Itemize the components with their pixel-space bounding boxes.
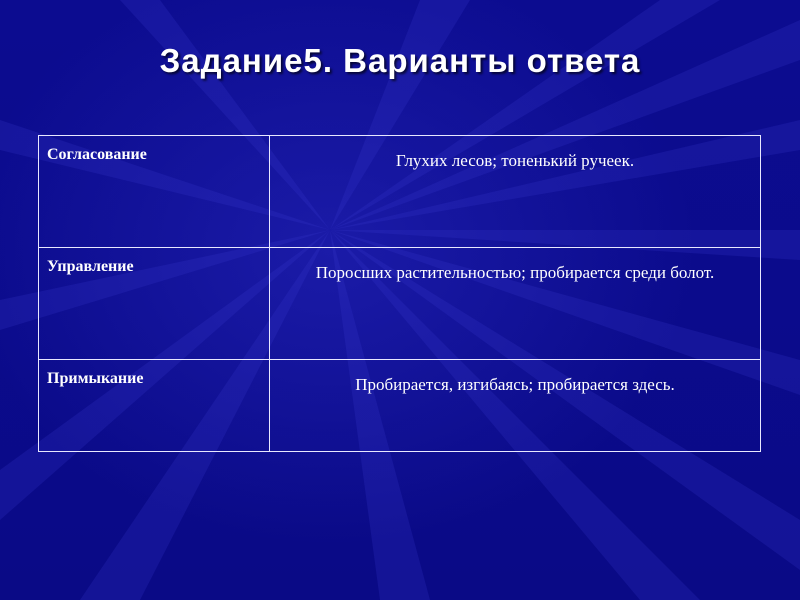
example-cell-adjunction: Пробирается, изгибаясь; пробирается здесь. <box>270 360 761 452</box>
slide-title: Задание5. Варианты ответа <box>159 42 641 79</box>
term-cell-government: Управление <box>39 248 270 360</box>
example-cell-agreement: Глухих лесов; тоненький ручеек. <box>270 136 761 248</box>
table-row <box>39 248 761 360</box>
answers-table <box>38 135 761 452</box>
table-row <box>39 360 761 452</box>
term-cell-adjunction: Примыкание <box>39 360 270 452</box>
table-row <box>39 136 761 248</box>
term-cell-agreement: Согласование <box>39 136 270 248</box>
example-cell-government: Поросших растительностью; пробирается среди болот. <box>270 248 761 360</box>
